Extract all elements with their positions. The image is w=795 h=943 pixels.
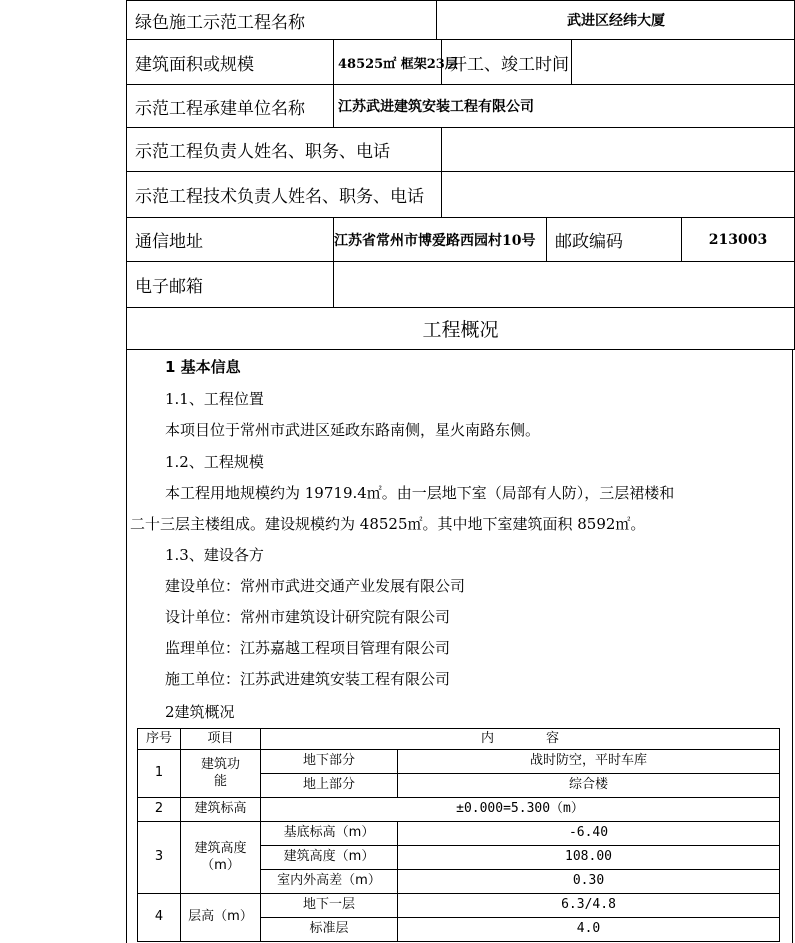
row-item: 建筑功能 bbox=[181, 750, 261, 798]
row-value: 综合楼 bbox=[398, 774, 780, 798]
section-scale: 1.2、工程规模 bbox=[165, 453, 264, 471]
time-label: 开工、竣工时间 bbox=[442, 40, 572, 85]
row-value: -6.40 bbox=[398, 822, 780, 846]
designer-text: 设计单位：常州市建筑设计研究院有限公司 bbox=[165, 608, 451, 626]
row-value: 4.0 bbox=[398, 918, 780, 942]
row-sub: 标准层 bbox=[261, 918, 398, 942]
row-no: 2 bbox=[138, 798, 181, 822]
building-overview-table bbox=[137, 728, 780, 942]
table-row bbox=[138, 894, 780, 918]
contractor-label: 示范工程承建单位名称 bbox=[127, 85, 334, 128]
address-value: 江苏省常州市博爱路西园村10号 bbox=[334, 218, 547, 262]
project-name-value: 武进区经纬大厦 bbox=[437, 1, 795, 40]
area-label: 建筑面积或规模 bbox=[127, 40, 334, 85]
supervisor-text: 监理单位：江苏嘉越工程项目管理有限公司 bbox=[165, 639, 451, 657]
time-value bbox=[572, 40, 795, 85]
overview-title: 工程概况 bbox=[127, 308, 795, 350]
header-no: 序号 bbox=[138, 729, 181, 750]
header-item: 项目 bbox=[181, 729, 261, 750]
row-sub: 室内外高差（m） bbox=[261, 870, 398, 894]
row-sub: 建筑高度（m） bbox=[261, 846, 398, 870]
row-sub: 地上部分 bbox=[261, 774, 398, 798]
row-item: 建筑高度（m） bbox=[181, 822, 261, 894]
location-text: 本项目位于常州市武进区延政东路南侧，星火南路东侧。 bbox=[165, 421, 541, 439]
row-sub: 地下部分 bbox=[261, 750, 398, 774]
table-row bbox=[138, 798, 780, 822]
project-name-label: 绿色施工示范工程名称 bbox=[127, 1, 437, 40]
row-address bbox=[127, 218, 795, 262]
section-location: 1.1、工程位置 bbox=[165, 390, 264, 408]
postcode-label: 邮政编码 bbox=[547, 218, 682, 262]
row-contractor bbox=[127, 85, 795, 128]
row-tech bbox=[127, 172, 795, 218]
scale-text-2: 二十三层主楼组成。建设规模约为 48525㎡。其中地下室建筑面积 8592㎡。 bbox=[130, 515, 646, 533]
row-no: 4 bbox=[138, 894, 181, 942]
table-row bbox=[138, 750, 780, 774]
email-label: 电子邮箱 bbox=[127, 262, 334, 308]
project-info-table bbox=[126, 0, 795, 350]
section-parties: 1.3、建设各方 bbox=[165, 546, 264, 564]
postcode-value: 213003 bbox=[682, 218, 795, 262]
email-value bbox=[334, 262, 795, 308]
scale-text-1: 本工程用地规模约为 19719.4㎡。由一层地下室（局部有人防），三层裙楼和 bbox=[165, 484, 675, 502]
builder-text: 建设单位：常州市武进交通产业发展有限公司 bbox=[165, 577, 466, 595]
row-value: 战时防空，平时车库 bbox=[398, 750, 780, 774]
tech-value bbox=[442, 172, 795, 218]
tech-label: 示范工程技术负责人姓名、职务、电话 bbox=[127, 172, 442, 218]
leader-value bbox=[442, 128, 795, 172]
row-value: 108.00 bbox=[398, 846, 780, 870]
contractor-value: 江苏武进建筑安装工程有限公司 bbox=[334, 85, 795, 128]
row-no: 3 bbox=[138, 822, 181, 894]
row-area bbox=[127, 40, 795, 85]
section-basic-info: 1 基本信息 bbox=[165, 358, 241, 376]
row-value: 0.30 bbox=[398, 870, 780, 894]
leader-label: 示范工程负责人姓名、职务、电话 bbox=[127, 128, 442, 172]
row-leader bbox=[127, 128, 795, 172]
row-sub: 地下一层 bbox=[261, 894, 398, 918]
area-value: 48525㎡ 框架23层 bbox=[334, 40, 442, 85]
address-label: 通信地址 bbox=[127, 218, 334, 262]
row-value: ±0.000=5.300（m） bbox=[261, 798, 780, 822]
header-content: 内 容 bbox=[261, 729, 780, 750]
row-email bbox=[127, 262, 795, 308]
row-overview-title bbox=[127, 308, 795, 350]
row-no: 1 bbox=[138, 750, 181, 798]
row-project-name bbox=[127, 1, 795, 40]
constructor-text: 施工单位：江苏武进建筑安装工程有限公司 bbox=[165, 670, 451, 688]
section-building-overview: 2建筑概况 bbox=[165, 703, 235, 721]
row-item: 层高（m） bbox=[181, 894, 261, 942]
row-sub: 基底标高（m） bbox=[261, 822, 398, 846]
row-item: 建筑标高 bbox=[181, 798, 261, 822]
detail-header-row bbox=[138, 729, 780, 750]
row-value: 6.3/4.8 bbox=[398, 894, 780, 918]
table-row bbox=[138, 822, 780, 846]
